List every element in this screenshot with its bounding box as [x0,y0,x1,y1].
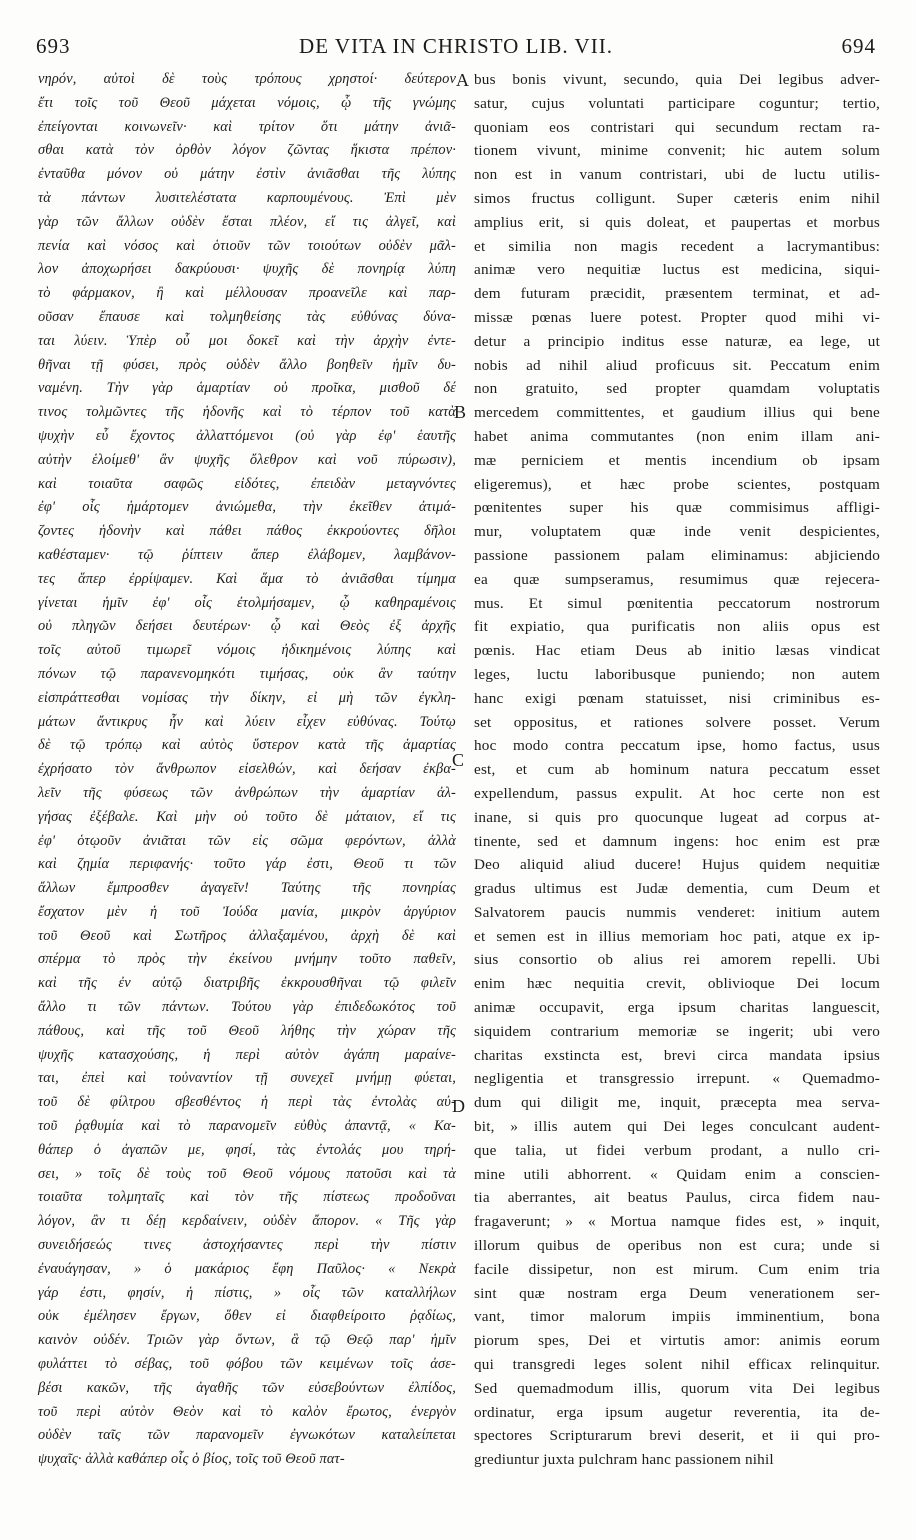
latin-text-line: missæ pœnas luere potest. Propter quod mihi vi- [474,308,880,326]
page-header [36,34,876,64]
greek-text-line: καὶ τοιαῦτα σαφῶς εἰδότες, ἐπειδὰν μεταγνόντες [38,475,456,492]
greek-text-line: σει, » τοῖς δὲ τοὺς τοῦ Θεοῦ νόμους πατοῦσι καὶ τὰ [38,1165,456,1182]
greek-text-line: ζοντες ἡδονὴν καὶ πάθει πάθος ἐκκρούοντες δῆλοι [38,523,456,540]
greek-text-line: λον ἀποχωρήσει δακρύουσι· ψυχῆς δὲ πονηρίᾳ λύπη [38,261,456,278]
latin-text-line: hanc exigi pœnam statuisset, nisi criminibus es- [474,689,880,707]
latin-text-line: animæ occupavit, erga ipsum charitas languescit, [474,999,880,1017]
greek-text-line: σθαι κατὰ τὸν ὀρθὸν λόγον ζῶντας ἥκιστα πρέπον· [38,142,456,159]
greek-text-line: φυλάττει τὸ σέβας, τοῦ φόβου τῶν κειμένων τοῖς ἀσε- [38,1356,456,1373]
greek-column [38,68,456,1472]
latin-text-line: Salvatorem paucis nummis venderet: initium autem [474,903,880,921]
greek-text-line: ἄλλο τι τῶν πάντων. Τούτου γὰρ ἐπιδεδωκότος τοῦ [38,999,456,1016]
latin-text-line: mine utili abhorrent. « Quidam enim a conscien- [474,1165,880,1183]
greek-text-line: πενία καὶ νόσος καὶ ὁτιοῦν τῶν τοιούτων οὐδὲν μᾶλ- [38,237,456,254]
latin-text-line: illorum quibus de operibus non est cura; unde si [474,1237,880,1255]
greek-text-line: γάρ ἐστι, φησίν, ἡ πίστις, » οἷς τῶν καταλλήλων [38,1284,456,1301]
greek-text-line: ἄλλων ἔμπροσθεν ἀγαγεῖν! Ταύτης τῆς πονηρίας [38,880,456,897]
greek-text-line: συνειδήσεώς τινες ἀστοχήσαντες περὶ τὴν πίστιν [38,1237,456,1254]
section-marker-c: C [452,750,465,770]
latin-text-line: charitas exstincta est, brevi circa mandata ipsius [474,1046,880,1064]
latin-text-line: ordinatur, erga ipsum augetur reverentia, ita de- [474,1403,880,1421]
running-title: DE VITA IN CHRISTO LIB. VII. [299,34,613,58]
latin-text-line: hoc modo contra peccatum ipse, homo factus, usus [474,737,880,755]
latin-text-line: pœnis. Hac etiam Deus ab initio læsas vindicat [474,642,880,660]
latin-text-line: tinente, sed et damnum ingens: hoc enim est præ [474,832,880,850]
greek-text-line: ἐναυάγησαν, » ὁ μακάριος ἔφη Παῦλος· « Νεκρὰ [38,1260,456,1277]
greek-text-line: τοῦ Θεοῦ καὶ Σωτῆρος ἀλλαξαμένου, ἀρχὴ δὲ καὶ [38,927,456,944]
latin-text-line: passione passionem palam eliminamus: abjiciendo [474,546,880,564]
latin-text-line: spectores Scripturarum brevi deserit, et ii qui pro- [474,1427,880,1445]
greek-text-line: γίνεται ἡμῖν ἐφ' οἷς ἐτολμήσαμεν, ᾧ καθηραμένοις [38,594,456,611]
latin-text-line: set oppositus, et rationes solvere posset. Verum [474,713,880,731]
greek-text-line: οὐκ ἐμέλησεν ἔργων, ὅθεν εἰ διαφθείροιτο ῥᾳδίως, [38,1308,456,1325]
latin-text-line: leges, luctu laboribusque puniendo; non autem [474,665,880,683]
latin-text-line: qui transgredi leges solent nihil efficax relinquitur. [474,1356,880,1374]
latin-text-line: mæ perniciem et mentis incendium ob ipsam [474,451,880,469]
page-number-left: 693 [36,34,71,58]
latin-text-line: fit expiatio, qua purificatis non aliis opus est [474,618,880,636]
greek-text-line: ναμένη. Τὴν γὰρ ἁμαρτίαν οὐ προῖκα, μισθοῦ δέ [38,380,456,397]
greek-text-line: τοιαῦτα τολμηταῖς καὶ τὸν τῆς πίστεως προδοῦναι [38,1189,456,1206]
greek-text-line: σπέρμα τὸ πρὸς τὴν ἐκείνου μνήμην τοῦτο παθεῖν, [38,951,456,968]
latin-text-line: sius consortio ob alius rei amorem repelli. Ubi [474,951,880,969]
latin-text-line: vant, timor malorum impiis imminentium, bona [474,1308,880,1326]
latin-text-line: amplius erit, si quis doleat, et paupertas et morbus [474,213,880,231]
section-marker-a: A [456,70,469,90]
latin-text-line: mus. Et simul pœnitentia peccatorum nostrorum [474,594,880,612]
greek-text-line: τὰ πάντων λυσιτελέστατα καρπουμένους. Ἐπὶ μὲν [38,189,456,206]
greek-text-line: λεῖν τῆς φύσεως τῶν ἀνθρώπων τὴν ἁμαρτίαν ἀλ- [38,784,456,801]
latin-text-line: habet anima commutantes (non enim illam ani- [474,427,880,445]
section-marker-b: B [454,402,467,422]
latin-text-line: quoniam eos contristari qui secundum rectam ra- [474,118,880,136]
greek-text-line: τοῖς αὐτοῦ τιμωρεῖ νόμοις ἠδικημένοις λύπης καὶ [38,642,456,659]
latin-text-line: mercedem committentes, et gaudium illius qui bene [474,404,880,422]
latin-text-line: mur, voluptatem quæ inde venit despicientes, [474,523,880,541]
latin-text-line: dem futuram præcidit, præsentem terminat, et ad- [474,285,880,303]
latin-text-line: bus bonis vivunt, secundo, quia Dei legibus adver- [474,71,880,88]
latin-text-line: facile dissipetur, non est mirum. Cum enim tria [474,1260,880,1278]
greek-text-line: θάπερ ὁ ἀγαπῶν με, φησί, τὰς ἐντολάς μου τηρή- [38,1141,456,1158]
latin-text-line: non est in vanum contristari, ubi de luctu utilis- [474,166,880,184]
latin-text-line: detur a principio inditus esse naturæ, ea lege, ut [474,332,880,350]
greek-text-line: καὶ τῆς ἐν αὐτῷ διατριβῆς ἐκκρουσθῆναι τῷ φιλεῖν [38,975,456,992]
greek-text-line: λόγον, ἂν τι δέῃ κερδαίνειν, οὐδὲν ἄπορον. « Τῆς γὰρ [38,1213,456,1230]
latin-text-line: tia aberrantes, ait beatus Paulus, circa fidem nau- [474,1189,880,1207]
greek-text-line: τες ἅπερ ἐρρίψαμεν. Καὶ ἅμα τὸ ἀνιᾶσθαι τίμημα [38,570,456,587]
latin-text-line: enim hæc nequitia crevit, oblivioque Dei locum [474,975,880,993]
greek-text-line: τὸ φάρμακον, ἢ καὶ μέλλουσαν προανεῖλε καὶ παρ- [38,285,456,302]
latin-text-line: ea quæ sumpseramus, resumimus quæ rejecera- [474,570,880,588]
latin-text-line: sint quæ nostram erga Deum venerationem ser- [474,1284,880,1302]
greek-text-line: εἰσπράττεσθαι νομίσας τὴν δίκην, εἰ μὴ τῶν ἐγκλη- [38,689,456,706]
latin-text-line: bit, » illis autem qui Dei leges conculcant audent- [474,1118,880,1136]
greek-text-line: καὶ ζημία περιφανής· τοῦτο γάρ ἐστι, Θεοῦ τι τῶν [38,856,456,873]
latin-text-line: grediuntur juxta pulchram hanc passionem nihil [474,1451,774,1469]
greek-text-line: μάτων ἄντικρυς ἦν καὶ λύειν εἶχεν εὐθύνας. Τούτῳ [38,713,456,730]
latin-text-line: simos fructus colligunt. Super cæteris enim nihil [474,189,880,207]
latin-text-line: et similia non magis recedent a lacrymantibus: [474,237,880,255]
greek-text-line: ἔτι τοῖς τοῦ Θεοῦ μάχεται νόμοις, ᾧ τῆς γνώμης [38,94,456,111]
greek-text-line: τοῦ περὶ αὐτὸν Θεὸν καὶ τὸ καλὸν ἔρωτος, ἐνεργὸν [38,1403,456,1420]
greek-text-line: ἐχρήσατο τὸν ἄνθρωπον εἰσελθών, καὶ δεήσαν ἐκβα- [38,761,456,778]
greek-text-line: τινος τολμῶντες τῆς ἡδονῆς καὶ τὸ τέρπον τοῦ κατὰ [38,404,456,421]
greek-text-line: πάθους, καὶ τῆς τοῦ Θεοῦ λήθης τὴν χώραν τῆς [38,1022,456,1039]
latin-text-line: pœnitentes super his quæ commisimus affligi- [474,499,880,517]
latin-text-line: satur, cujus voluntati participare coguntur; tertio, [474,94,880,112]
greek-text-line: τοῦ ῥᾳθυμία καὶ τὸ παρανομεῖν εὐθὺς ἀπαντᾷ, « Κα- [38,1118,456,1135]
greek-text-line: ψυχαῖς· ἀλλὰ καθάπερ οἷς ὁ βίος, τοῖς τοῦ Θεοῦ πατ- [38,1451,345,1468]
latin-text-line: siquidem contrarium memoriæ se ingerit; ubi vero [474,1022,880,1040]
latin-text-line: inane, si quis pro quocunque lugeat ad corpus at- [474,808,880,826]
latin-text-line: et semen est in illius memoriam hoc pati, atque ex ip- [474,927,880,945]
greek-text-line: οῦσαν ἔπαυσε καὶ τολμηθείσης τὰς εὐθύνας δύνα- [38,308,456,325]
greek-text-line: ἐπείγονται κοινωνεῖν· καὶ τρίτον ὅτι μάτην ἀνιᾶ- [38,118,456,135]
page-number-right: 694 [841,34,876,58]
greek-text-line: ἔσχατον μὲν ἡ τοῦ Ἰούδα μανία, μικρὸν ἀργύριον [38,903,456,920]
greek-text-line: νηρόν, αὐτοὶ δὲ τοὺς τρόπους χρηστοί· δεύτερον [38,71,456,87]
latin-text-line: non gratuito, sed propter quamdam voluptatis [474,380,880,398]
latin-text-line: eligeremus), et hæc probe scientes, postquam [474,475,880,493]
latin-text-line: dum qui diligit me, inquit, præcepta mea serva- [474,1094,880,1112]
greek-text-line: θῆναι τῇ φύσει, πρὸς οὐδὲν ἄλλο βοηθεῖν ἡμῖν δυ- [38,356,456,373]
latin-text-line: expellendum, passus expulit. At hoc certe non est [474,784,880,802]
greek-text-line: οὐδὲν ταῖς τῶν παρανομεῖν ἐγνωκότων καταλείπεται [38,1427,456,1444]
latin-text-line: Sed quemadmodum illis, quorum vita Dei legibus [474,1379,880,1397]
greek-text-line: ἐνταῦθα μόνον οὐ μάτην ἐστὶν ἀνιᾶσθαι τῆς λύπης [38,166,456,183]
greek-text-line: ψυχῆς κατασχούσης, ἡ περὶ αὐτὸν ἀγάπη μαραίνε- [38,1046,456,1063]
greek-text-line: ἐφ' οἷς ἡμάρτομεν ἀνιώμεθα, τὴν ἐκεῖθεν ἀτιμά- [38,499,456,516]
latin-column [474,68,880,1472]
greek-text-line: γήσας ἐξέβαλε. Καὶ μὴν οὐ τοῦτο δὲ μάταιον, εἴ τις [38,808,456,825]
greek-text-line: ἐφ' ὁτῳοῦν ἀνιᾶται τῶν εἰς σῶμα φερόντων, ἀλλὰ [38,832,456,849]
greek-text-line: δὲ τῷ τρόπῳ καὶ αὐτὸς ὕστερον κατὰ τῆς ἁμαρτίας [38,737,456,754]
greek-text-line: καθέσταμεν· τῷ ῥίπτειν ἅπερ ἐλάβομεν, λαμβάνον- [38,546,456,563]
latin-text-line: gradus ultimus est Judæ dementia, cum Deum et [474,880,880,898]
greek-text-line: βέσι κακῶν, τῆς ἀγαθῆς τῶν εὐσεβούντων ἐλπίδος, [38,1379,456,1396]
greek-text-line: οὐ πληγῶν δεήσει δευτέρων· ᾧ καὶ Θεὸς ἐξ ἀρχῆς [38,618,456,635]
latin-text-line: fragaverunt; » « Mortua namque fides est, » inquit, [474,1213,880,1231]
greek-text-line: γὰρ τῶν ἄλλων οὐδὲν ἔσται πλέον, εἴ τις ἀλγεῖ, καὶ [38,213,456,230]
greek-text-line: καινὸν οὐδέν. Τριῶν γὰρ ὄντων, ἃ τῷ Θεῷ παρ' ἡμῖν [38,1332,456,1349]
latin-text-line: animæ vero nequitiæ luctus est medicina, siqui- [474,261,880,279]
latin-text-line: piorum spes, Dei et virtutis amor: animis eorum [474,1332,880,1350]
greek-text-line: τοῦ δὲ φίλτρου σβεσθέντος ἡ περὶ τὰς ἐντολὰς αὐ- [38,1094,456,1111]
greek-text-line: ται, ἐπεὶ καὶ τοὐναντίον τῇ συνεχεῖ μνήμῃ φύεται, [38,1070,456,1087]
greek-text-line: ψυχὴν εὖ ἔχοντος ἀλλαττόμενοι (οὐ γὰρ ἐφ' ἑαυτῆς [38,427,456,444]
greek-text-line: αὐτὴν ἑλοίμεθ' ἂν ψυχῆς ὄλεθρον καὶ νοῦ πύρωσιν), [38,451,456,468]
greek-text-line: ται λύειν. Ὑπὲρ οὗ μοι δοκεῖ καὶ τὴν ἀρχὴν ἐντε- [38,332,456,349]
latin-text-line: tionem vivunt, minime convenit; hic autem solum [474,142,880,160]
latin-text-line: negligentia et transgressio irrepunt. « Quemadmo- [474,1070,880,1088]
section-marker-d: D [452,1096,465,1116]
greek-text-line: πόνων τῷ παρανενομηκότι τιμήσας, οὐκ ἂν ταύτην [38,665,456,682]
latin-text-line: que talia, ut fidei verbum prodant, a nullo cri- [474,1141,880,1159]
latin-text-line: est, et cum ab hominum natura peccatum esset [474,761,880,779]
latin-text-line: Deo aliquid aliud ducere! Hujus quidem nequitiæ [474,856,880,874]
latin-text-line: nobis ad nihil aliud proficuus sit. Peccatum enim [474,356,880,374]
